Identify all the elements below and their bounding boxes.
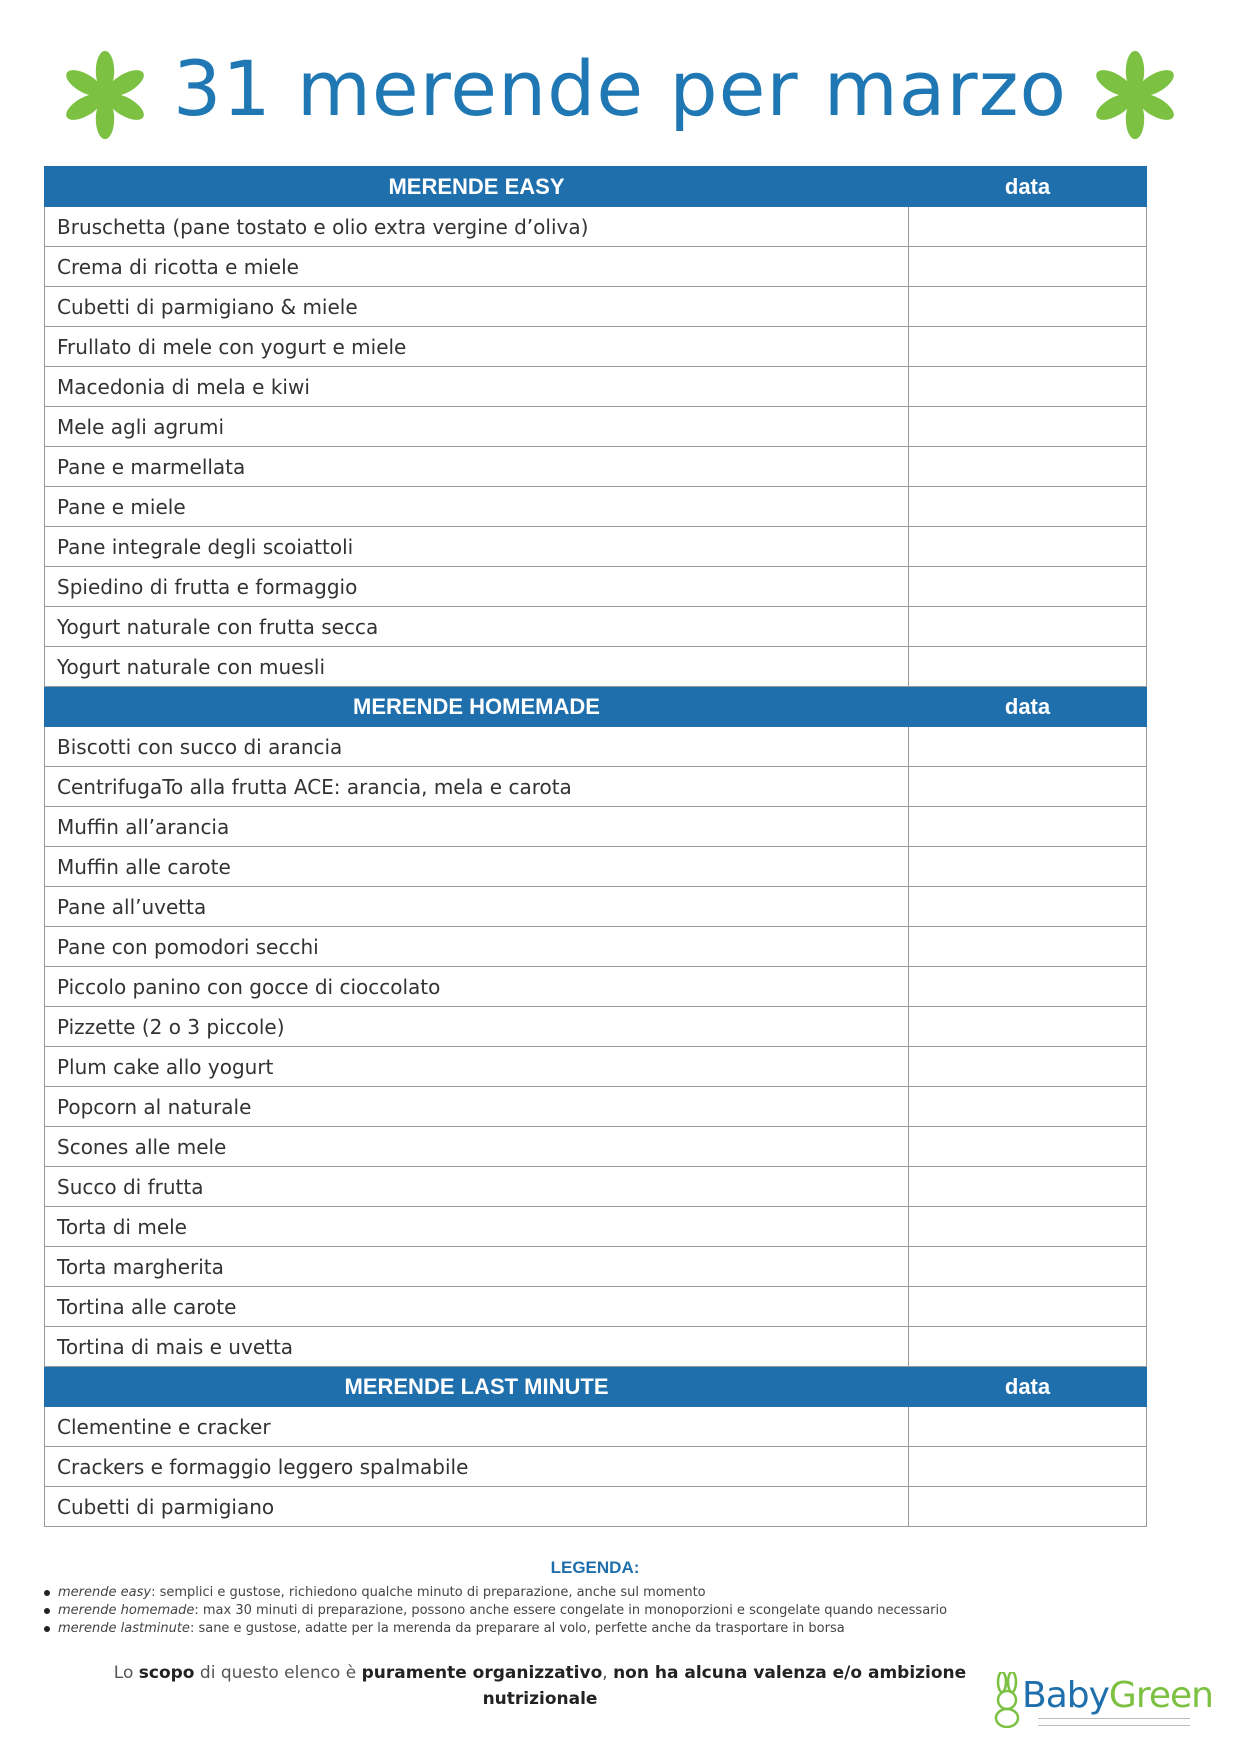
snack-name: Cubetti di parmigiano & miele [45, 287, 909, 327]
date-cell[interactable] [909, 1447, 1147, 1487]
date-cell[interactable] [909, 527, 1147, 567]
section-header-row [45, 167, 1147, 207]
legend-list [44, 1584, 1146, 1638]
table-row [45, 447, 1147, 487]
date-cell[interactable] [909, 847, 1147, 887]
table-row [45, 1247, 1147, 1287]
legend-term: merende homemade [58, 1603, 195, 1618]
snack-name: Torta di mele [45, 1207, 909, 1247]
table-row [45, 1087, 1147, 1127]
date-cell[interactable] [909, 607, 1147, 647]
legend-item [44, 1584, 1146, 1602]
legend-term: merende lastminute [58, 1621, 190, 1636]
disclaimer-note [60, 1660, 1020, 1712]
snack-name: Yogurt naturale con frutta secca [45, 607, 909, 647]
snack-name: Torta margherita [45, 1247, 909, 1287]
snack-name: Pane e miele [45, 487, 909, 527]
date-cell[interactable] [909, 1247, 1147, 1287]
snack-name: Biscotti con succo di arancia [45, 727, 909, 767]
date-cell[interactable] [909, 247, 1147, 287]
section-title: MERENDE EASY [45, 167, 909, 207]
snack-name: Cubetti di parmigiano [45, 1487, 909, 1527]
date-cell[interactable] [909, 1207, 1147, 1247]
date-cell[interactable] [909, 1167, 1147, 1207]
snack-table [44, 166, 1147, 1527]
table-row [45, 1207, 1147, 1247]
legend-text: : sane e gustose, adatte per la merenda da preparare al volo, perfette anche da trasportare in borsa [189, 1621, 845, 1636]
logo-word-baby: Baby [1022, 1675, 1109, 1716]
table-row [45, 647, 1147, 687]
table-row [45, 767, 1147, 807]
date-cell[interactable] [909, 927, 1147, 967]
date-cell[interactable] [909, 967, 1147, 1007]
date-cell[interactable] [909, 567, 1147, 607]
table-row [45, 367, 1147, 407]
snack-name: Crema di ricotta e miele [45, 247, 909, 287]
page-header [0, 40, 1240, 150]
section-header-row [45, 687, 1147, 727]
note-bold: scopo [138, 1663, 195, 1683]
date-cell[interactable] [909, 1087, 1147, 1127]
note-text: , [602, 1663, 614, 1683]
green-flower-icon [59, 49, 151, 141]
table-row [45, 927, 1147, 967]
table-row [45, 1127, 1147, 1167]
snack-name: Mele agli agrumi [45, 407, 909, 447]
section-title: MERENDE HOMEMADE [45, 687, 909, 727]
table-row [45, 607, 1147, 647]
table-row [45, 1167, 1147, 1207]
table-row [45, 407, 1147, 447]
table-row [45, 567, 1147, 607]
table-row [45, 247, 1147, 287]
snack-name: Bruschetta (pane tostato e olio extra vergine d’oliva) [45, 207, 909, 247]
date-cell[interactable] [909, 1487, 1147, 1527]
section-header-row [45, 1367, 1147, 1407]
date-column-header: data [909, 1367, 1147, 1407]
snack-name: Frullato di mele con yogurt e miele [45, 327, 909, 367]
legend-title: LEGENDA: [550, 1558, 640, 1577]
date-cell[interactable] [909, 1127, 1147, 1167]
date-cell[interactable] [909, 407, 1147, 447]
note-text: di questo elenco è [194, 1663, 362, 1683]
snack-name: Pane con pomodori secchi [45, 927, 909, 967]
legend-item [44, 1602, 1146, 1620]
snack-name: Pane e marmellata [45, 447, 909, 487]
snack-name: Pane all’uvetta [45, 887, 909, 927]
date-cell[interactable] [909, 647, 1147, 687]
logo-word-green: Green [1108, 1675, 1213, 1716]
date-cell[interactable] [909, 1287, 1147, 1327]
table-row [45, 887, 1147, 927]
table-row [45, 1487, 1147, 1527]
legend-item [44, 1620, 1146, 1638]
table-row [45, 847, 1147, 887]
babygreen-logo [992, 1672, 1213, 1732]
legend-text: : semplici e gustose, richiedono qualche minuto di preparazione, anche sul momento [151, 1585, 706, 1600]
date-cell[interactable] [909, 1327, 1147, 1367]
table-row [45, 1327, 1147, 1367]
snack-name: CentrifugaTo alla frutta ACE: arancia, mela e carota [45, 767, 909, 807]
date-cell[interactable] [909, 207, 1147, 247]
date-cell[interactable] [909, 1407, 1147, 1447]
snack-name: Succo di frutta [45, 1167, 909, 1207]
snack-name: Clementine e cracker [45, 1407, 909, 1447]
snack-name: Plum cake allo yogurt [45, 1047, 909, 1087]
snack-name: Popcorn al naturale [45, 1087, 909, 1127]
legend-text: : max 30 minuti di preparazione, possono anche essere congelate in monoporzioni e scongelate quando necessario [194, 1603, 948, 1618]
snack-name: Yogurt naturale con muesli [45, 647, 909, 687]
section-title: MERENDE LAST MINUTE [45, 1367, 909, 1407]
table-row [45, 967, 1147, 1007]
date-cell[interactable] [909, 1007, 1147, 1047]
table-row [45, 1007, 1147, 1047]
table-row [45, 487, 1147, 527]
table-row [45, 727, 1147, 767]
snack-name: Tortina di mais e uvetta [45, 1327, 909, 1367]
snack-name: Tortina alle carote [45, 1287, 909, 1327]
snack-name: Macedonia di mela e kiwi [45, 367, 909, 407]
note-text: Lo [113, 1663, 139, 1683]
table-row [45, 1287, 1147, 1327]
snack-name: Muffin alle carote [45, 847, 909, 887]
snack-name: Scones alle mele [45, 1127, 909, 1167]
logo-underline [1038, 1718, 1190, 1726]
green-flower-icon [1089, 49, 1181, 141]
date-column-header: data [909, 687, 1147, 727]
note-bold: puramente organizzativo [361, 1663, 603, 1683]
legend-term: merende easy [58, 1585, 152, 1600]
table-row [45, 527, 1147, 567]
date-cell[interactable] [909, 727, 1147, 767]
date-cell[interactable] [909, 367, 1147, 407]
date-cell[interactable] [909, 447, 1147, 487]
date-column-header: data [909, 167, 1147, 207]
snack-name: Pane integrale degli scoiattoli [45, 527, 909, 567]
snack-name: Crackers e formaggio leggero spalmabile [45, 1447, 909, 1487]
snack-name: Piccolo panino con gocce di cioccolato [45, 967, 909, 1007]
date-cell[interactable] [909, 807, 1147, 847]
date-cell[interactable] [909, 767, 1147, 807]
table-row [45, 1047, 1147, 1087]
date-cell[interactable] [909, 287, 1147, 327]
page-title: 31 merende per marzo [173, 44, 1067, 133]
snack-name: Pizzette (2 o 3 piccole) [45, 1007, 909, 1047]
note-bold: non ha alcuna valenza e/o ambizione nutrizionale [482, 1663, 967, 1709]
date-cell[interactable] [909, 487, 1147, 527]
table-row [45, 1447, 1147, 1487]
legend [44, 1558, 1146, 1638]
date-cell[interactable] [909, 887, 1147, 927]
snack-name: Spiedino di frutta e formaggio [45, 567, 909, 607]
table-row [45, 1407, 1147, 1447]
date-cell[interactable] [909, 327, 1147, 367]
table-row [45, 807, 1147, 847]
logo-text [1022, 1676, 1213, 1716]
table-row [45, 327, 1147, 367]
table-row [45, 287, 1147, 327]
date-cell[interactable] [909, 1047, 1147, 1087]
bunny-icon [992, 1672, 1022, 1728]
snack-name: Muffin all’arancia [45, 807, 909, 847]
table-row [45, 207, 1147, 247]
